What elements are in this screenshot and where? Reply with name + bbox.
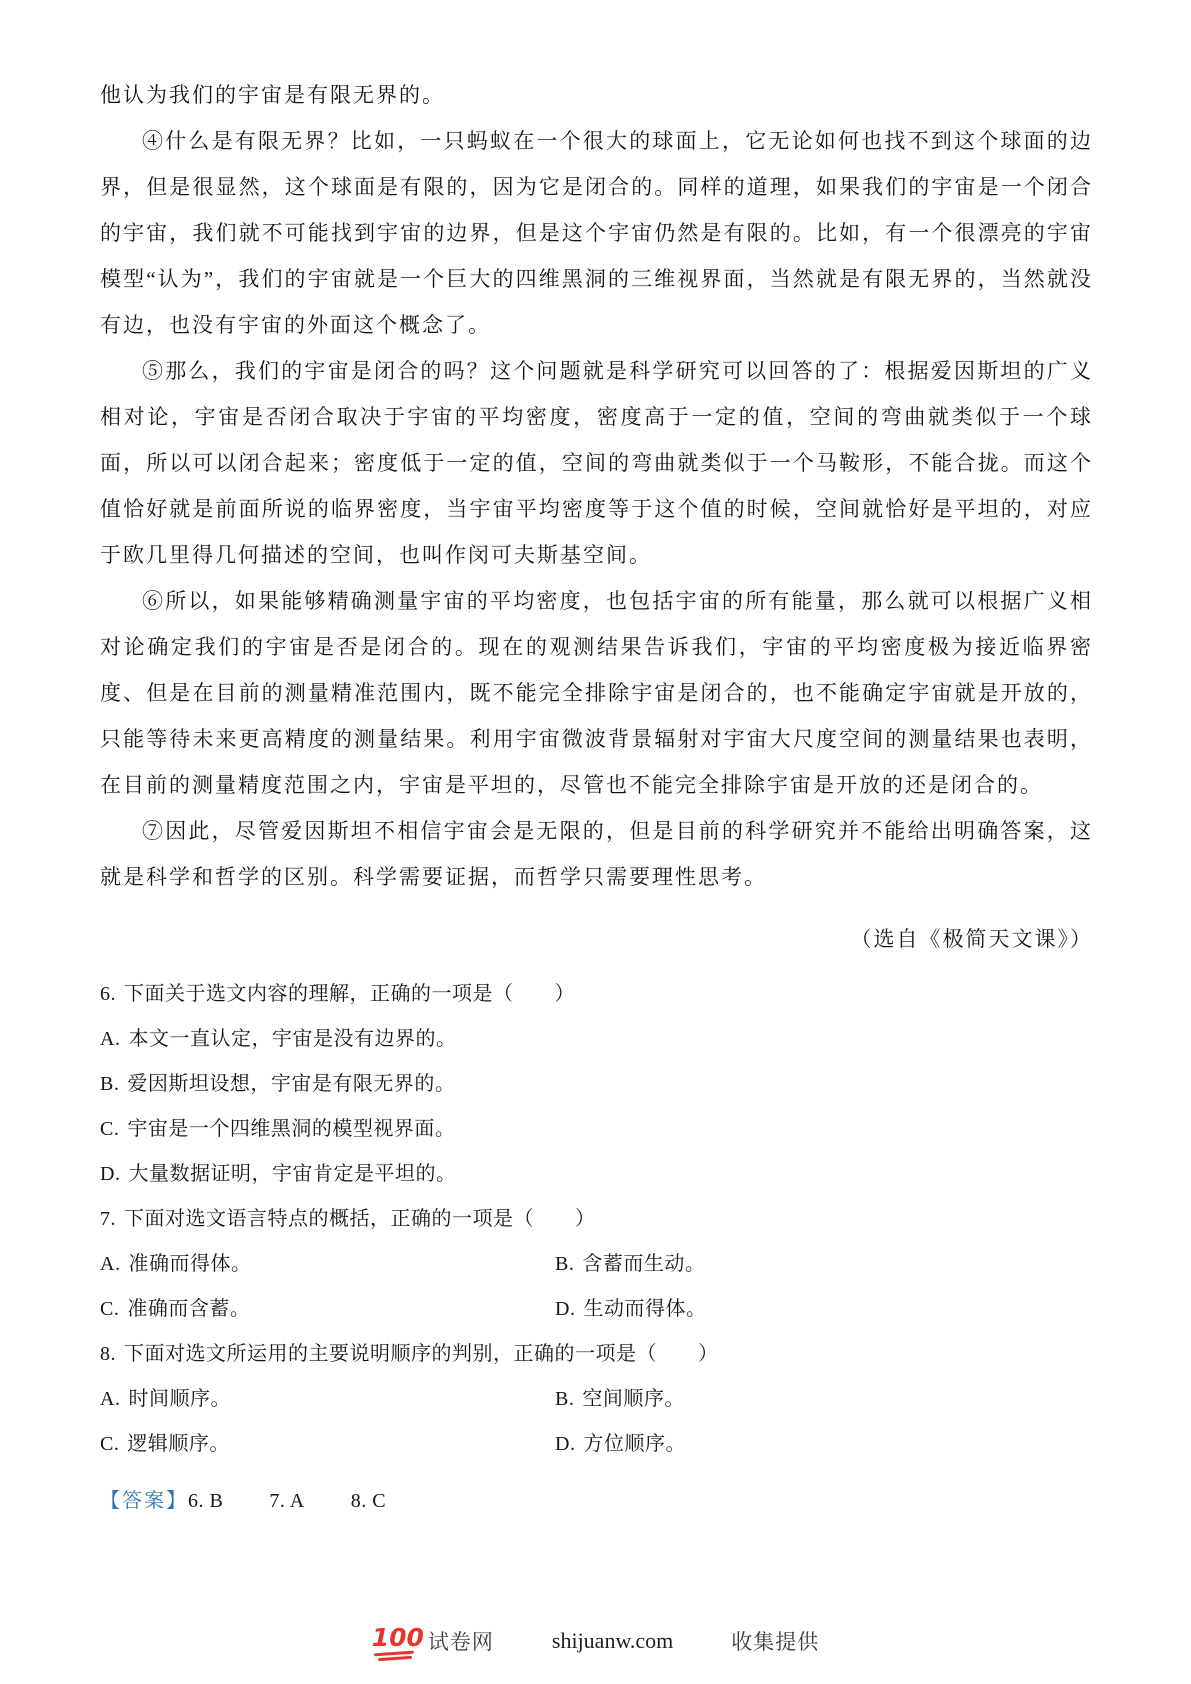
article-paragraph-4: ④什么是有限无界？比如，一只蚂蚁在一个很大的球面上，它无论如何也找不到这个球面的边界，但是很显然，这个球面是有限的，因为它是闭合的。同样的道理，如果我们的宇宙是一个闭合的宇宙，我们就不可能找到宇宙的边界，但是这个宇宙仍然是有限的。比如，有一个很漂亮的宇宙模型“认为”，我们的宇宙就是一个巨大的四维黑洞的三维视界面，当然就是有限无界的，当然就没有边，也没有宇宙的外面这个概念了。 (100, 129, 1093, 337)
article-intro-line: 他认为我们的宇宙是有限无界的。 (100, 83, 445, 107)
option-text: 生动而得体。 (583, 1298, 707, 1320)
question-6-option-a (100, 1017, 1093, 1062)
question-7-options-row-1 (100, 1242, 1093, 1287)
option-label: D. (555, 1298, 576, 1320)
article-section (100, 72, 1093, 900)
option-text: 大量数据证明，宇宙肯定是平坦的。 (128, 1163, 457, 1185)
article-paragraph-6: ⑥所以，如果能够精确测量宇宙的平均密度，也包括宇宙的所有能量，那么就可以根据广义相对论确定我们的宇宙是否是闭合的。现在的观测结果告诉我们，宇宙的平均密度极为接近临界密度、但是在目前的测量精准范围内，既不能完全排除宇宙是闭合的，也不能确定宇宙就是开放的，只能等待未来更高精度的测量结果。利用宇宙微波背景辐射对宇宙大尺度空间的测量结果也表明，在目前的测量精度范围之内，宇宙是平坦的，尽管也不能完全排除宇宙是开放的还是闭合的。 (100, 589, 1093, 797)
question-7-stem (100, 1197, 1093, 1242)
option-label: C. (100, 1433, 120, 1455)
logo-100-icon: 100 (372, 1625, 428, 1650)
option-text: 逻辑顺序。 (127, 1433, 230, 1455)
question-8-options-row-1 (100, 1377, 1093, 1422)
question-7-options-row-2 (100, 1287, 1093, 1332)
site-domain: shijuanw.com (551, 1628, 674, 1653)
option-text: 准确而含蓄。 (127, 1298, 251, 1320)
question-8-options-row-2 (100, 1422, 1093, 1467)
site-logo (371, 1622, 494, 1656)
question-7-text: 下面对选文语言特点的概括，正确的一项是（ ） (124, 1208, 596, 1230)
option-text: 爱因斯坦设想，宇宙是有限无界的。 (127, 1073, 456, 1095)
source-attribution: （选自《极简天文课》） (850, 927, 1093, 951)
question-8-option-d (555, 1422, 1093, 1467)
answer-item-6: 6. B (188, 1490, 224, 1512)
question-7-number: 7. (100, 1208, 116, 1230)
question-8-text: 下面对选文所运用的主要说明顺序的判别，正确的一项是（ ） (124, 1343, 719, 1365)
option-label: B. (555, 1388, 575, 1410)
article-paragraph-7: ⑦因此，尽管爱因斯坦不相信宇宙会是无限的，但是目前的科学研究并不能给出明确答案，这就是科学和哲学的区别。科学需要证据，而哲学只需要理性思考。 (100, 819, 1093, 889)
answer-label: 【答案】 (100, 1490, 188, 1512)
article-paragraph-5: ⑤那么，我们的宇宙是闭合的吗？这个问题就是科学研究可以回答的了：根据爱因斯坦的广义相对论，宇宙是否闭合取决于宇宙的平均密度，密度高于一定的值，空间的弯曲就类似于一个球面，所以可以闭合起来；密度低于一定的值，空间的弯曲就类似于一个马鞍形，不能合拢。而这个值恰好就是前面所说的临界密度，当宇宙平均密度等于这个值的时候，空间就恰好是平坦的，对应于欧几里得几何描述的空间，也叫作闵可夫斯基空间。 (100, 359, 1093, 567)
answer-item-7: 7. A (269, 1490, 305, 1512)
option-label: C. (100, 1298, 120, 1320)
answer-item-8: 8. C (350, 1490, 387, 1512)
option-label: B. (555, 1253, 575, 1275)
option-label: A. (100, 1028, 121, 1050)
option-text: 准确而得体。 (128, 1253, 252, 1275)
question-8-option-b (555, 1377, 1093, 1422)
question-6-number: 6. (100, 983, 116, 1005)
option-label: B. (100, 1073, 120, 1095)
question-8-option-a (100, 1377, 555, 1422)
option-text: 空间顺序。 (582, 1388, 685, 1410)
question-7-option-d (555, 1287, 1093, 1332)
option-label: C. (100, 1118, 120, 1140)
question-6-option-b (100, 1062, 1093, 1107)
question-6-option-c (100, 1107, 1093, 1152)
footer-note: 收集提供 (731, 1630, 820, 1654)
option-label: D. (100, 1163, 121, 1185)
footer (0, 1622, 1191, 1656)
question-6-text: 下面关于选文内容的理解，正确的一项是（ ） (124, 983, 575, 1005)
question-6-stem (100, 972, 1093, 1017)
questions-section (100, 972, 1093, 1467)
option-label: A. (100, 1388, 121, 1410)
answer-line (100, 1479, 1093, 1524)
question-8-stem (100, 1332, 1093, 1377)
site-name: 试卷网 (427, 1630, 494, 1654)
question-8-option-c (100, 1422, 555, 1467)
option-text: 时间顺序。 (128, 1388, 231, 1410)
option-label: D. (555, 1433, 576, 1455)
question-6-option-d (100, 1152, 1093, 1197)
option-text: 含蓄而生动。 (582, 1253, 706, 1275)
question-7-option-c (100, 1287, 555, 1332)
option-text: 方位顺序。 (583, 1433, 686, 1455)
option-text: 宇宙是一个四维黑洞的模型视界面。 (127, 1118, 456, 1140)
question-8-number: 8. (100, 1343, 116, 1365)
question-7-option-b (555, 1242, 1093, 1287)
option-label: A. (100, 1253, 121, 1275)
option-text: 本文一直认定，宇宙是没有边界的。 (128, 1028, 457, 1050)
question-7-option-a (100, 1242, 555, 1287)
